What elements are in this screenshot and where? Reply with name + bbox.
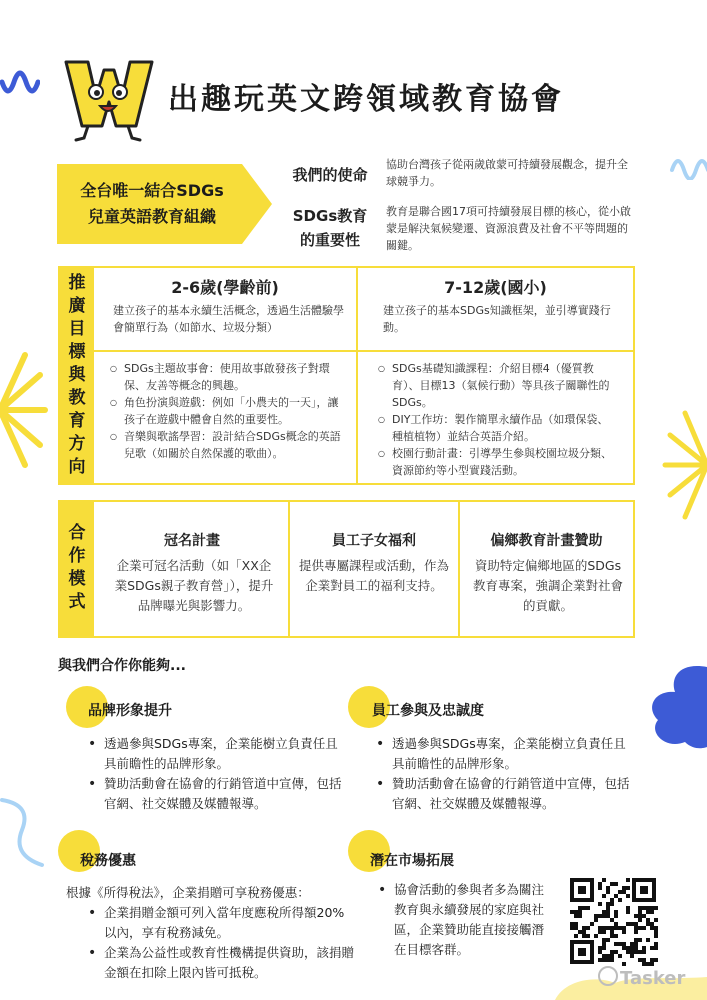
qr-module	[626, 878, 630, 882]
qr-module	[598, 930, 602, 934]
tax-heading: 稅務優惠	[80, 853, 136, 869]
qr-module	[602, 894, 606, 898]
qr-module	[570, 910, 574, 914]
age-2-6-list	[110, 360, 348, 462]
page-title: 出趣玩英文跨領域教育協會	[168, 82, 564, 117]
qr-module	[578, 910, 582, 914]
brand-heading: 品牌形象提升	[88, 703, 172, 719]
qr-module	[638, 906, 642, 910]
light-blue-curl-decoration	[0, 790, 50, 870]
qr-module	[602, 954, 606, 958]
qr-module	[602, 946, 606, 950]
qr-module	[606, 902, 610, 906]
qr-module	[598, 926, 602, 930]
qr-module	[606, 890, 610, 894]
qr-module	[654, 930, 658, 934]
staff-heading: 員工參與及忠誠度	[372, 703, 484, 719]
qr-module	[642, 946, 646, 950]
qr-module	[574, 914, 578, 918]
qr-module	[586, 926, 590, 930]
qr-module	[614, 882, 618, 886]
qr-module	[650, 946, 654, 950]
qr-module	[630, 950, 634, 954]
qr-module	[614, 910, 618, 914]
qr-module	[622, 942, 626, 946]
qr-module	[578, 906, 582, 910]
coop-divider-2	[458, 502, 460, 636]
qr-module	[638, 938, 642, 942]
qr-module	[606, 954, 610, 958]
benefits-title: 與我們合作你能夠...	[58, 658, 186, 674]
qr-module	[574, 934, 578, 938]
qr-module	[610, 954, 614, 958]
tagline-line1: 全台唯一結合SDGs	[80, 181, 224, 200]
market-list	[376, 880, 556, 960]
coop-col-3-text: 資助特定偏鄉地區的SDGs教育專案，強調企業對社會的貢獻。	[472, 558, 623, 613]
qr-module	[626, 886, 630, 890]
qr-module	[614, 950, 618, 954]
mission-text: 協助台灣孩子從兩歲啟蒙可持續發展觀念，提升全球競爭力。	[386, 158, 628, 188]
qr-module	[634, 914, 638, 918]
targets-divider-vertical	[356, 268, 358, 483]
tax-list	[86, 903, 354, 983]
coop-col-2-text: 提供專屬課程或活動，作為企業對員工的福利支持。	[298, 558, 449, 593]
qr-module	[602, 878, 606, 882]
qr-module	[638, 918, 642, 922]
qr-module	[614, 934, 618, 938]
list-item: • 透過參與SDGs專案，企業能樹立負責任且具前瞻性的品牌形象。	[392, 734, 638, 774]
qr-module	[578, 914, 582, 918]
qr-module	[606, 910, 610, 914]
qr-code[interactable]	[568, 876, 658, 966]
qr-module	[638, 950, 642, 954]
qr-module	[598, 882, 602, 886]
qr-module	[590, 922, 594, 926]
list-item: ○ 角色扮演與遊戲：例如「小農夫的一天」，讓孩子在遊戲中體會自然的重要性。	[124, 394, 348, 428]
qr-module	[594, 918, 598, 922]
qr-module	[642, 906, 646, 910]
qr-module	[654, 934, 658, 938]
qr-module	[602, 914, 606, 918]
qr-module	[650, 910, 654, 914]
targets-side-label: 推 廣 目 標 與 教 育 方 向	[68, 273, 86, 477]
list-item: ○ SDGs基礎知識課程：介紹目標4（優質教育）、目標13（氣候行動）等具孩子關聯性的SDGs。	[392, 360, 616, 411]
tagline-banner	[57, 164, 272, 244]
qr-module	[630, 942, 634, 946]
qr-module	[630, 922, 634, 926]
coop-col-2-title: 員工子女福利	[332, 533, 416, 549]
cooperation-side-label: 合 作 模 式	[68, 523, 86, 612]
qr-module	[626, 906, 630, 910]
qr-module	[610, 898, 614, 902]
mission-label: 我們的使命	[292, 166, 368, 184]
qr-module	[610, 902, 614, 906]
qr-module	[574, 926, 578, 930]
age-7-12-list	[378, 360, 616, 479]
qr-module	[650, 906, 654, 910]
qr-module	[654, 942, 658, 946]
qr-module	[622, 930, 626, 934]
coop-col-3-title: 偏鄉教育計畫贊助	[490, 533, 603, 549]
qr-module	[570, 922, 574, 926]
list-item: • 透過參與SDGs專案，企業能樹立負責任且具前瞻性的品牌形象。	[104, 734, 348, 774]
targets-table	[58, 266, 635, 485]
watermark-icon	[598, 966, 618, 986]
qr-module	[582, 934, 586, 938]
qr-module	[574, 910, 578, 914]
qr-module	[606, 906, 610, 910]
qr-module	[634, 930, 638, 934]
age-2-6-heading: 2-6歲(學齡前)	[171, 278, 279, 297]
qr-module	[630, 954, 634, 958]
qr-module	[602, 942, 606, 946]
qr-module	[626, 922, 630, 926]
qr-module	[582, 930, 586, 934]
qr-module	[598, 902, 602, 906]
age-7-12-heading: 7-12歲(國小)	[444, 278, 547, 297]
qr-module	[654, 958, 658, 962]
light-blue-squiggle-decoration	[668, 150, 707, 180]
list-item: • 協會活動的參與者多為關注教育與永續發展的家庭與社區，企業贊助能直接接觸潛在目標客群。	[394, 880, 556, 960]
qr-module	[642, 914, 646, 918]
qr-module	[614, 922, 618, 926]
qr-module	[626, 910, 630, 914]
age-7-12-summary: 建立孩子的基本SDGs知識框架，並引導實踐行動。	[383, 304, 611, 334]
logo	[58, 52, 158, 144]
list-item: ○ SDGs主題故事會：使用故事啟發孩子對環保、友善等概念的興趣。	[124, 360, 348, 394]
qr-module	[574, 922, 578, 926]
qr-module	[642, 950, 646, 954]
coop-col-1-title: 冠名計畫	[164, 533, 220, 549]
list-item: ○ DIY工作坊：製作簡單永續作品（如環保袋、種植植物）並結合英語介紹。	[392, 411, 616, 445]
qr-module	[634, 946, 638, 950]
qr-module	[626, 950, 630, 954]
qr-module	[598, 914, 602, 918]
qr-module	[634, 950, 638, 954]
list-item: • 企業捐贈金額可列入當年度應稅所得額20%以內，享有稅務減免。	[104, 903, 354, 943]
qr-module	[594, 914, 598, 918]
qr-module	[654, 926, 658, 930]
qr-module	[634, 926, 638, 930]
qr-module	[622, 946, 626, 950]
qr-module	[602, 910, 606, 914]
list-item: • 企業為公益性或教育性機構提供資助，該捐贈金額在扣除上限內皆可抵稅。	[104, 943, 354, 983]
qr-module	[650, 926, 654, 930]
qr-module	[606, 958, 610, 962]
coop-divider-1	[288, 502, 290, 636]
qr-module	[598, 946, 602, 950]
qr-module	[582, 906, 586, 910]
qr-module	[610, 934, 614, 938]
qr-module	[602, 930, 606, 934]
qr-module	[622, 890, 626, 894]
qr-module	[614, 926, 618, 930]
qr-module	[642, 926, 646, 930]
qr-module	[598, 958, 602, 962]
qr-module	[646, 906, 650, 910]
market-heading: 潛在市場拓展	[370, 853, 454, 869]
qr-module	[626, 894, 630, 898]
blue-squiggle-decoration	[0, 70, 40, 110]
qr-module	[614, 894, 618, 898]
blue-cloud-decoration	[640, 662, 707, 752]
qr-module	[598, 886, 602, 890]
right-sunburst-decoration	[660, 405, 707, 525]
qr-module	[618, 898, 622, 902]
qr-module	[646, 938, 650, 942]
qr-module	[606, 886, 610, 890]
qr-module	[642, 958, 646, 962]
sdgs-importance-label: SDGs教育 的重要性	[292, 207, 368, 249]
qr-module	[634, 942, 638, 946]
sdgs-importance-text: 教育是聯合國17項可持續發展目標的核心，從小啟蒙是解決氣候變遷、資源浪費及社會不平等問題的關鍵。	[386, 205, 631, 252]
qr-module	[606, 938, 610, 942]
qr-module	[586, 934, 590, 938]
qr-module	[614, 942, 618, 946]
qr-module	[598, 950, 602, 954]
qr-module	[594, 934, 598, 938]
qr-module	[586, 906, 590, 910]
tax-intro: 根據《所得稅法》，企業捐贈可享稅務優惠：	[66, 885, 310, 900]
list-item: • 贊助活動會在協會的行銷管道中宣傳，包括官網、社交媒體及媒體報導。	[104, 774, 348, 814]
left-sunburst-decoration	[0, 340, 50, 480]
qr-module	[654, 918, 658, 922]
qr-module	[606, 914, 610, 918]
qr-module	[650, 922, 654, 926]
qr-module	[638, 910, 642, 914]
qr-module	[614, 914, 618, 918]
qr-module	[618, 926, 622, 930]
qr-module	[618, 942, 622, 946]
qr-module	[582, 926, 586, 930]
coop-col-1-text: 企業可冠名活動（如「XX企業SDGs親子教育營」），提升品牌曝光與影響力。	[114, 558, 274, 613]
qr-module	[626, 946, 630, 950]
qr-module	[618, 954, 622, 958]
qr-module	[610, 918, 614, 922]
qr-module	[638, 914, 642, 918]
qr-module	[618, 890, 622, 894]
qr-module	[638, 958, 642, 962]
list-item: ○ 音樂與歌謠學習：設計結合SDGs概念的英語兒歌（如關於自然保護的歌曲）。	[124, 428, 348, 462]
qr-module	[602, 958, 606, 962]
brand-list	[86, 734, 348, 814]
qr-module	[630, 946, 634, 950]
qr-module	[610, 930, 614, 934]
qr-module	[606, 926, 610, 930]
qr-module	[610, 950, 614, 954]
watermark: Tasker	[598, 966, 685, 989]
age-2-6-summary: 建立孩子的基本永續生活概念，透過生活體驗學會簡單行為（如節水、垃圾分類）	[113, 304, 344, 334]
qr-module	[646, 910, 650, 914]
qr-module	[622, 886, 626, 890]
qr-module	[654, 946, 658, 950]
qr-module	[570, 926, 574, 930]
targets-divider-horizontal	[94, 350, 633, 352]
qr-module	[610, 926, 614, 930]
qr-module	[646, 922, 650, 926]
qr-module	[634, 922, 638, 926]
qr-module	[578, 930, 582, 934]
tagline-line2: 兒童英語教育組織	[87, 207, 216, 226]
qr-module	[634, 938, 638, 942]
list-item: • 贊助活動會在協會的行銷管道中宣傳，包括官網、社交媒體及媒體報導。	[392, 774, 638, 814]
qr-module	[622, 926, 626, 930]
cooperation-table	[58, 500, 635, 638]
qr-module	[646, 918, 650, 922]
list-item: ○ 校園行動計畫：引導學生參與校園垃圾分類、資源節約等小型實踐活動。	[392, 445, 616, 479]
qr-module	[602, 938, 606, 942]
qr-module	[610, 958, 614, 962]
qr-module	[650, 958, 654, 962]
qr-module	[654, 906, 658, 910]
qr-module	[638, 926, 642, 930]
qr-module	[610, 882, 614, 886]
staff-list	[374, 734, 638, 814]
qr-module	[602, 926, 606, 930]
